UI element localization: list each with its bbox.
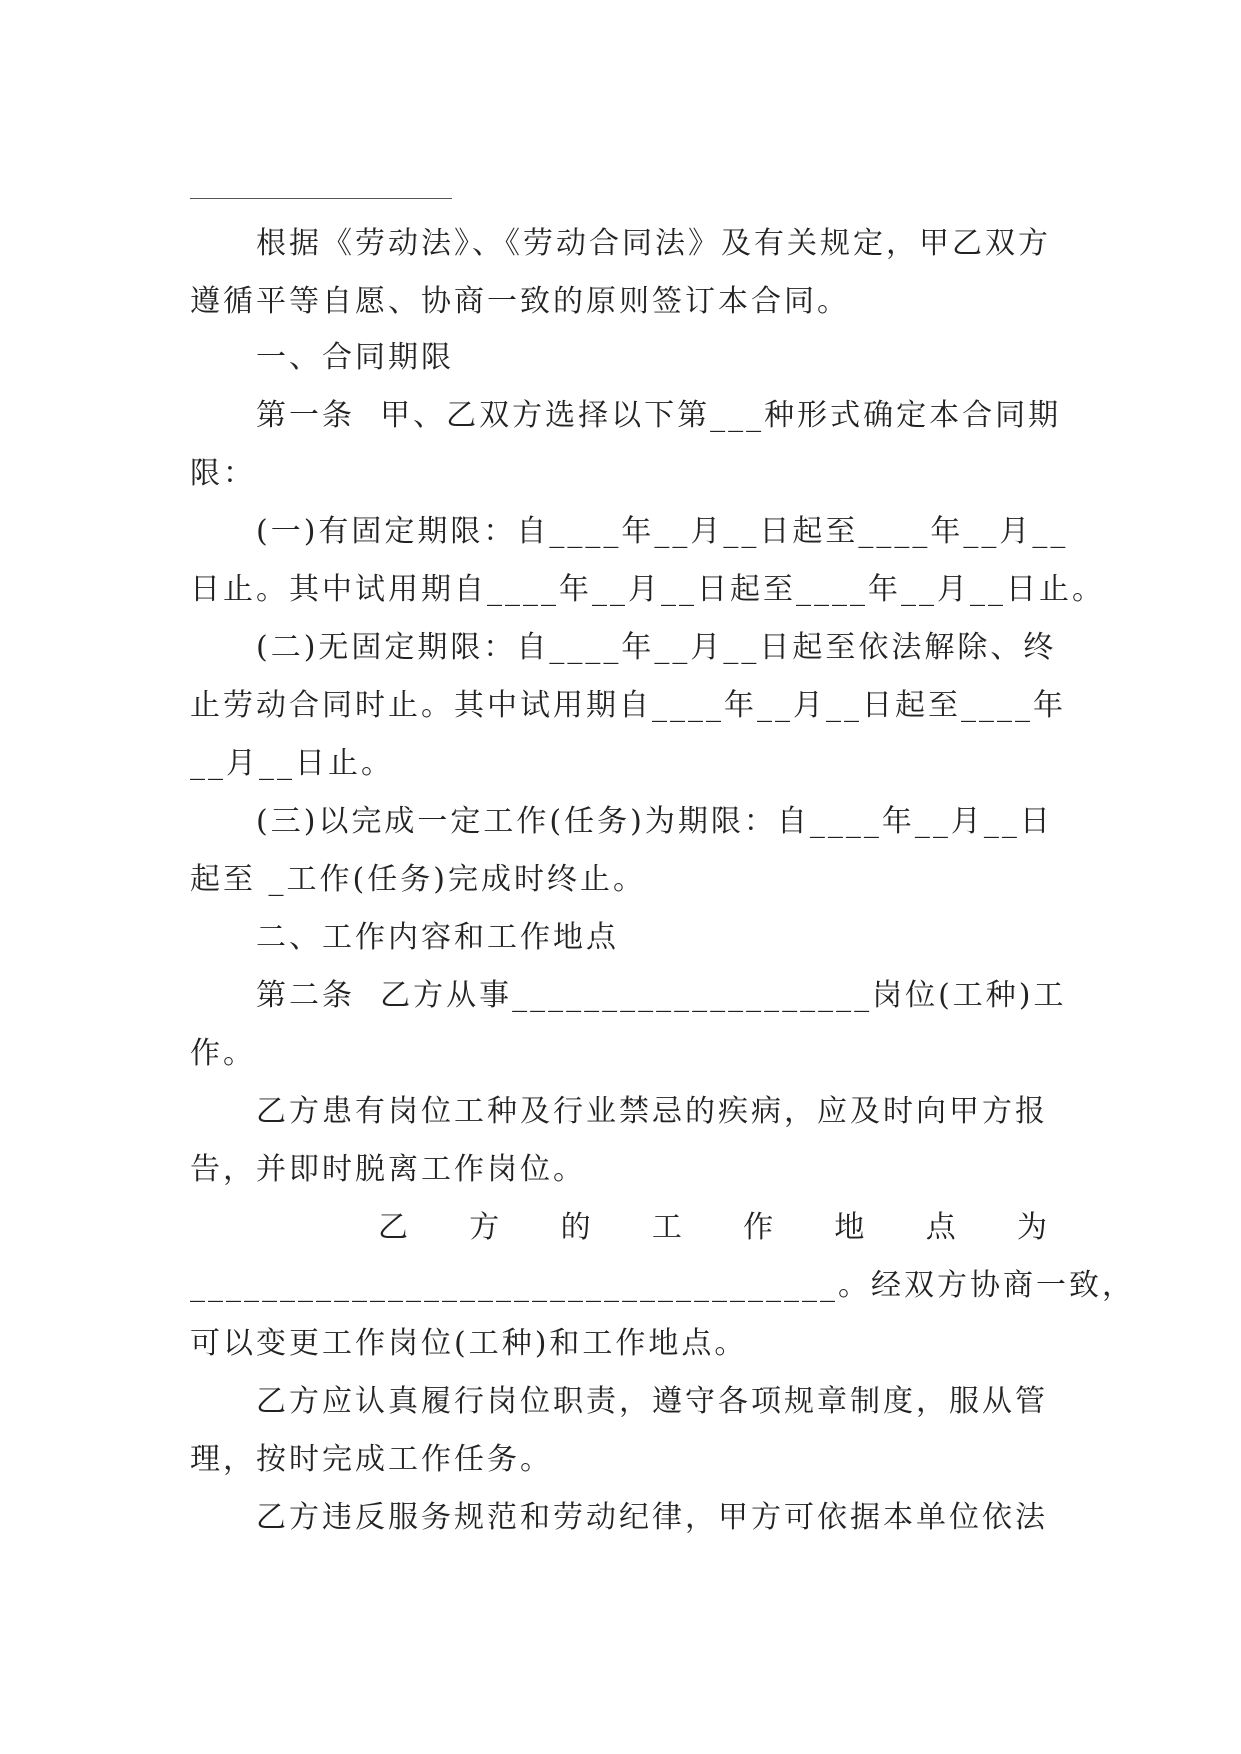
spread-char: 为 [1016, 1210, 1050, 1245]
work-location-spread-line [378, 1208, 1050, 1248]
spread-char: 方 [469, 1210, 503, 1245]
paragraph-intro-line-2: 遵循平等自愿、协商一致的原则签订本合同。 [190, 284, 850, 319]
violation-paragraph-line-1: 乙方违反服务规范和劳动纪律，甲方可依据本单位依法 [256, 1500, 1048, 1535]
spread-char: 工 [651, 1210, 685, 1245]
section-heading-term: 一、合同期限 [256, 340, 454, 375]
spread-char: 乙 [378, 1210, 411, 1245]
disease-paragraph-line-1: 乙方患有岗位工种及行业禁忌的疾病，应及时向甲方报 [256, 1094, 1048, 1129]
option-3-line-2: 起至 _工作(任务)完成时终止。 [190, 862, 646, 897]
article-1-line-2: 限： [190, 456, 256, 491]
option-2-line-2: 止劳动合同时止。其中试用期自____年__月__日起至____年 [190, 688, 1066, 723]
spread-char: 的 [560, 1210, 594, 1245]
section-heading-work: 二、工作内容和工作地点 [256, 920, 619, 955]
spread-char: 地 [834, 1210, 868, 1245]
duties-paragraph-line-2: 理，按时完成工作任务。 [190, 1442, 553, 1477]
option-2-line-3: __月__日止。 [190, 746, 394, 781]
option-1-line-2: 日止。其中试用期自____年__月__日起至____年__月__日止。 [190, 572, 1105, 607]
work-location-line-3: 可以变更工作岗位(工种)和工作地点。 [190, 1326, 748, 1361]
spread-char: 作 [743, 1210, 777, 1245]
disease-paragraph-line-2: 告，并即时脱离工作岗位。 [190, 1152, 586, 1187]
paragraph-intro-line-1: 根据《劳动法》、《劳动合同法》及有关规定，甲乙双方 [256, 226, 1051, 261]
option-2-line-1: (二)无固定期限：自____年__月__日起至依法解除、终 [256, 630, 1057, 665]
article-1-line-1: 第一条 甲、乙双方选择以下第___种形式确定本合同期 [256, 398, 1062, 433]
option-3-line-1: (三)以完成一定工作(任务)为期限：自____年__月__日 [256, 804, 1053, 839]
article-2-line-1: 第二条 乙方从事____________________岗位(工种)工 [256, 978, 1067, 1013]
article-2-line-2: 作。 [190, 1036, 256, 1071]
work-location-line-2: ____________________________________。经双方协商一致， [190, 1268, 1135, 1303]
top-rule [190, 198, 452, 199]
spread-char: 点 [925, 1210, 959, 1245]
duties-paragraph-line-1: 乙方应认真履行岗位职责，遵守各项规章制度，服从管 [256, 1384, 1048, 1419]
option-1-line-1: (一)有固定期限：自____年__月__日起至____年__月__ [256, 514, 1069, 549]
